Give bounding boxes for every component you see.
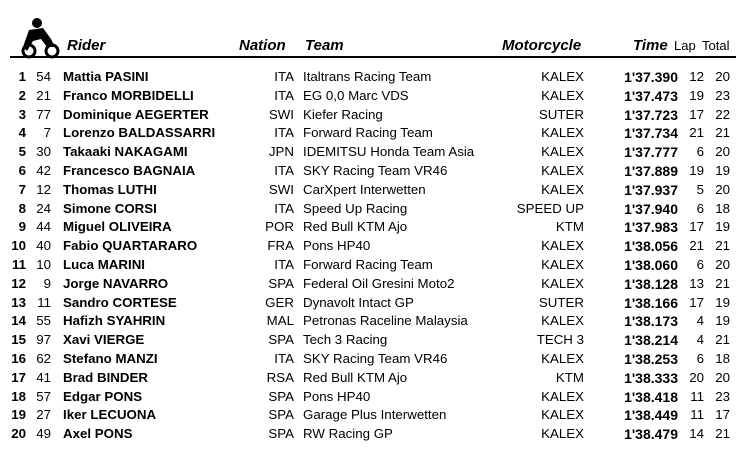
best-lap-cell: 21 xyxy=(689,125,704,141)
results-table xyxy=(0,69,738,445)
position-cell: 3 xyxy=(18,106,26,122)
rider-number-cell: 30 xyxy=(36,144,51,160)
total-laps-cell: 18 xyxy=(715,350,730,366)
position-cell: 18 xyxy=(11,388,26,404)
team-name-cell: Forward Racing Team xyxy=(303,125,433,141)
rider-name-cell: Miguel OLIVEIRA xyxy=(63,219,172,235)
motorcycle-cell: KALEX xyxy=(541,87,584,103)
rider-name-cell: Hafizh SYAHRIN xyxy=(63,313,166,329)
nation-cell: SPA xyxy=(268,275,294,291)
rider-name-cell: Luca MARINI xyxy=(63,256,146,272)
team-name-cell: Red Bull KTM Ajo xyxy=(303,219,408,235)
nation-cell: ITA xyxy=(274,69,294,84)
best-lap-cell: 21 xyxy=(689,238,704,254)
best-lap-cell: 11 xyxy=(690,388,704,404)
position-cell: 1 xyxy=(18,69,26,84)
table-row xyxy=(0,88,738,107)
position-cell: 13 xyxy=(11,294,26,310)
lap-time-cell: 1'37.734 xyxy=(624,125,678,142)
nation-cell: FRA xyxy=(267,238,294,254)
table-row xyxy=(0,125,738,144)
nation-cell: ITA xyxy=(274,87,294,103)
motorcycle-cell: KALEX xyxy=(541,69,584,84)
rider-name-cell: Jorge NAVARRO xyxy=(63,275,169,291)
rider-number-cell: 10 xyxy=(36,256,51,272)
lap-time-cell: 1'38.166 xyxy=(624,294,678,311)
nation-cell: ITA xyxy=(274,200,294,216)
header-time: Time xyxy=(633,37,668,54)
team-name-cell: Speed Up Racing xyxy=(303,200,408,216)
table-row xyxy=(0,163,738,182)
best-lap-cell: 13 xyxy=(689,275,704,291)
table-row xyxy=(0,238,738,257)
table-row xyxy=(0,107,738,126)
rider-number-cell: 77 xyxy=(36,106,51,122)
header-team: Team xyxy=(305,37,344,54)
rider-number-cell: 42 xyxy=(36,162,51,178)
rider-number-cell: 55 xyxy=(36,313,51,329)
rider-name-cell: Edgar PONS xyxy=(63,388,143,404)
total-laps-cell: 19 xyxy=(715,294,730,310)
rider-name-cell: Thomas LUTHI xyxy=(63,181,157,197)
lap-time-cell: 1'38.253 xyxy=(624,350,678,367)
best-lap-cell: 14 xyxy=(689,426,704,442)
lap-time-cell: 1'38.173 xyxy=(624,313,678,330)
total-laps-cell: 20 xyxy=(715,181,730,197)
rider-name-cell: Lorenzo BALDASSARRI xyxy=(63,125,216,141)
position-cell: 8 xyxy=(18,200,26,216)
total-laps-cell: 21 xyxy=(715,238,730,254)
table-row xyxy=(0,332,738,351)
best-lap-cell: 12 xyxy=(689,69,704,84)
lap-time-cell: 1'38.449 xyxy=(624,407,678,424)
team-name-cell: Garage Plus Interwetten xyxy=(303,407,447,423)
rider-number-cell: 97 xyxy=(36,332,51,348)
rider-number-cell: 12 xyxy=(36,181,51,197)
team-name-cell: EG 0,0 Marc VDS xyxy=(303,87,409,103)
total-laps-cell: 21 xyxy=(715,426,730,442)
rider-name-cell: Takaaki NAKAGAMI xyxy=(63,144,188,160)
total-laps-cell: 19 xyxy=(715,219,730,235)
table-row xyxy=(0,426,738,445)
motorcycle-cell: KALEX xyxy=(541,426,584,442)
nation-cell: SPA xyxy=(268,426,294,442)
team-name-cell: SKY Racing Team VR46 xyxy=(303,350,448,366)
lap-time-cell: 1'38.479 xyxy=(624,426,678,443)
nation-cell: RSA xyxy=(266,369,294,385)
rider-number-cell: 41 xyxy=(36,369,51,385)
nation-cell: MAL xyxy=(266,313,294,329)
motorcycle-cell: SUTER xyxy=(538,294,584,310)
position-cell: 4 xyxy=(18,125,26,141)
best-lap-cell: 17 xyxy=(689,219,704,235)
total-laps-cell: 19 xyxy=(715,162,730,178)
position-cell: 16 xyxy=(11,350,26,366)
nation-cell: SPA xyxy=(268,388,294,404)
lap-time-cell: 1'38.214 xyxy=(624,332,678,349)
best-lap-cell: 20 xyxy=(689,369,704,385)
lap-time-cell: 1'37.937 xyxy=(624,181,678,198)
total-laps-cell: 21 xyxy=(715,125,730,141)
best-lap-cell: 11 xyxy=(690,407,704,423)
rider-number-cell: 9 xyxy=(43,275,51,291)
rider-number-cell: 40 xyxy=(36,238,51,254)
lap-time-cell: 1'38.128 xyxy=(624,275,678,292)
nation-cell: GER xyxy=(265,294,294,310)
motorcycle-cell: KALEX xyxy=(541,162,584,178)
lap-time-cell: 1'38.333 xyxy=(624,369,678,386)
rider-name-cell: Xavi VIERGE xyxy=(63,332,145,348)
header-lap: Lap xyxy=(674,38,696,53)
rider-number-cell: 44 xyxy=(36,219,51,235)
table-row xyxy=(0,276,738,295)
nation-cell: JPN xyxy=(268,144,294,160)
best-lap-cell: 17 xyxy=(689,294,704,310)
motorcycle-cell: KALEX xyxy=(541,125,584,141)
motorcycle-cell: TECH 3 xyxy=(536,332,584,348)
lap-time-cell: 1'37.473 xyxy=(624,87,678,104)
rider-number-cell: 49 xyxy=(36,426,51,442)
nation-cell: POR xyxy=(265,219,294,235)
motorcycle-cell: KALEX xyxy=(541,275,584,291)
header-motorcycle: Motorcycle xyxy=(502,37,582,54)
rider-name-cell: Brad BINDER xyxy=(63,369,148,385)
motorcycle-cell: KALEX xyxy=(541,388,584,404)
motorcycle-cell: KALEX xyxy=(541,144,584,160)
motorcycle-cell: KALEX xyxy=(541,238,584,254)
header-total: Total xyxy=(702,38,730,53)
lap-time-cell: 1'37.390 xyxy=(624,69,678,85)
total-laps-cell: 21 xyxy=(715,275,730,291)
team-name-cell: Forward Racing Team xyxy=(303,256,433,272)
best-lap-cell: 19 xyxy=(689,87,704,103)
best-lap-cell: 6 xyxy=(696,350,704,366)
team-name-cell: Petronas Raceline Malaysia xyxy=(303,313,468,329)
best-lap-cell: 6 xyxy=(696,200,704,216)
team-name-cell: Federal Oil Gresini Moto2 xyxy=(303,275,455,291)
position-cell: 7 xyxy=(18,181,26,197)
total-laps-cell: 23 xyxy=(715,388,730,404)
position-cell: 17 xyxy=(11,369,26,385)
team-name-cell: CarXpert Interwetten xyxy=(303,181,426,197)
table-row xyxy=(0,219,738,238)
lap-time-cell: 1'37.889 xyxy=(624,162,678,179)
total-laps-cell: 19 xyxy=(715,313,730,329)
position-cell: 14 xyxy=(11,313,26,329)
rider-number-cell: 11 xyxy=(37,294,51,310)
best-lap-cell: 6 xyxy=(696,144,704,160)
rider-number-cell: 7 xyxy=(43,125,51,141)
table-row xyxy=(0,69,738,88)
rider-name-cell: Francesco BAGNAIA xyxy=(63,162,196,178)
position-cell: 20 xyxy=(11,426,26,442)
table-row xyxy=(0,201,738,220)
best-lap-cell: 4 xyxy=(696,332,704,348)
rider-name-cell: Iker LECUONA xyxy=(63,407,157,423)
lap-time-cell: 1'38.056 xyxy=(624,238,678,255)
motorcycle-cell: SUTER xyxy=(538,106,584,122)
table-row xyxy=(0,407,738,426)
total-laps-cell: 20 xyxy=(715,69,730,84)
rider-name-cell: Simone CORSI xyxy=(63,200,157,216)
lap-time-cell: 1'38.060 xyxy=(624,256,678,273)
team-name-cell: Pons HP40 xyxy=(303,238,371,254)
table-row xyxy=(0,182,738,201)
lap-time-cell: 1'37.723 xyxy=(624,106,678,123)
motorcycle-cell: SPEED UP xyxy=(516,200,584,216)
table-row xyxy=(0,313,738,332)
table-row xyxy=(0,295,738,314)
table-row xyxy=(0,351,738,370)
rider-number-cell: 62 xyxy=(36,350,51,366)
rider-number-cell: 27 xyxy=(36,407,51,423)
team-name-cell: Pons HP40 xyxy=(303,388,371,404)
team-name-cell: RW Racing GP xyxy=(303,426,393,442)
rider-name-cell: Fabio QUARTARARO xyxy=(63,238,198,254)
header-nation: Nation xyxy=(239,37,286,54)
table-row xyxy=(0,144,738,163)
team-name-cell: Red Bull KTM Ajo xyxy=(303,369,408,385)
motorcycle-cell: KALEX xyxy=(541,313,584,329)
lap-time-cell: 1'37.983 xyxy=(624,219,678,236)
best-lap-cell: 4 xyxy=(696,313,704,329)
team-name-cell: IDEMITSU Honda Team Asia xyxy=(303,144,475,160)
total-laps-cell: 18 xyxy=(715,200,730,216)
rider-name-cell: Axel PONS xyxy=(63,426,133,442)
rider-name-cell: Franco MORBIDELLI xyxy=(63,87,194,103)
total-laps-cell: 20 xyxy=(715,256,730,272)
position-cell: 2 xyxy=(18,87,26,103)
table-row xyxy=(0,370,738,389)
header-rule xyxy=(10,56,736,58)
position-cell: 15 xyxy=(11,332,26,348)
motorcycle-cell: KALEX xyxy=(541,350,584,366)
rider-name-cell: Dominique AEGERTER xyxy=(63,106,209,122)
team-name-cell: Italtrans Racing Team xyxy=(303,69,432,84)
total-laps-cell: 20 xyxy=(715,369,730,385)
rider-number-cell: 21 xyxy=(36,87,51,103)
motorcycle-cell: KTM xyxy=(555,369,584,385)
total-laps-cell: 23 xyxy=(715,87,730,103)
team-name-cell: Tech 3 Racing xyxy=(303,332,388,348)
rider-number-cell: 57 xyxy=(36,388,51,404)
position-cell: 19 xyxy=(11,407,26,423)
nation-cell: ITA xyxy=(274,125,294,141)
team-name-cell: Kiefer Racing xyxy=(303,106,383,122)
position-cell: 6 xyxy=(18,162,26,178)
rider-name-cell: Sandro CORTESE xyxy=(63,294,177,310)
position-cell: 11 xyxy=(11,256,26,272)
motorcycle-cell: KALEX xyxy=(541,181,584,197)
total-laps-cell: 22 xyxy=(715,106,730,122)
lap-time-cell: 1'37.777 xyxy=(624,144,678,161)
rider-number-cell: 54 xyxy=(36,69,51,84)
motorcycle-rider-icon xyxy=(19,17,61,59)
total-laps-cell: 17 xyxy=(715,407,730,423)
lap-time-cell: 1'37.940 xyxy=(624,200,678,217)
best-lap-cell: 19 xyxy=(689,162,704,178)
position-cell: 5 xyxy=(18,144,26,160)
motorcycle-cell: KTM xyxy=(555,219,584,235)
best-lap-cell: 17 xyxy=(689,106,704,122)
best-lap-cell: 5 xyxy=(696,181,704,197)
nation-cell: SWI xyxy=(268,106,294,122)
nation-cell: SWI xyxy=(268,181,294,197)
team-name-cell: Dynavolt Intact GP xyxy=(303,294,414,310)
table-row xyxy=(0,389,738,408)
rider-number-cell: 24 xyxy=(36,200,51,216)
best-lap-cell: 6 xyxy=(696,256,704,272)
nation-cell: SPA xyxy=(268,332,294,348)
lap-time-cell: 1'38.418 xyxy=(624,388,678,405)
motorcycle-cell: KALEX xyxy=(541,407,584,423)
header-rider: Rider xyxy=(67,37,106,54)
position-cell: 10 xyxy=(11,238,26,254)
position-cell: 9 xyxy=(18,219,26,235)
nation-cell: SPA xyxy=(268,407,294,423)
team-name-cell: SKY Racing Team VR46 xyxy=(303,162,448,178)
nation-cell: ITA xyxy=(274,256,294,272)
total-laps-cell: 21 xyxy=(715,332,730,348)
rider-name-cell: Mattia PASINI xyxy=(63,69,149,84)
rider-name-cell: Stefano MANZI xyxy=(63,350,158,366)
table-row xyxy=(0,257,738,276)
motorcycle-cell: KALEX xyxy=(541,256,584,272)
nation-cell: ITA xyxy=(274,350,294,366)
total-laps-cell: 20 xyxy=(715,144,730,160)
nation-cell: ITA xyxy=(274,162,294,178)
position-cell: 12 xyxy=(11,275,26,291)
